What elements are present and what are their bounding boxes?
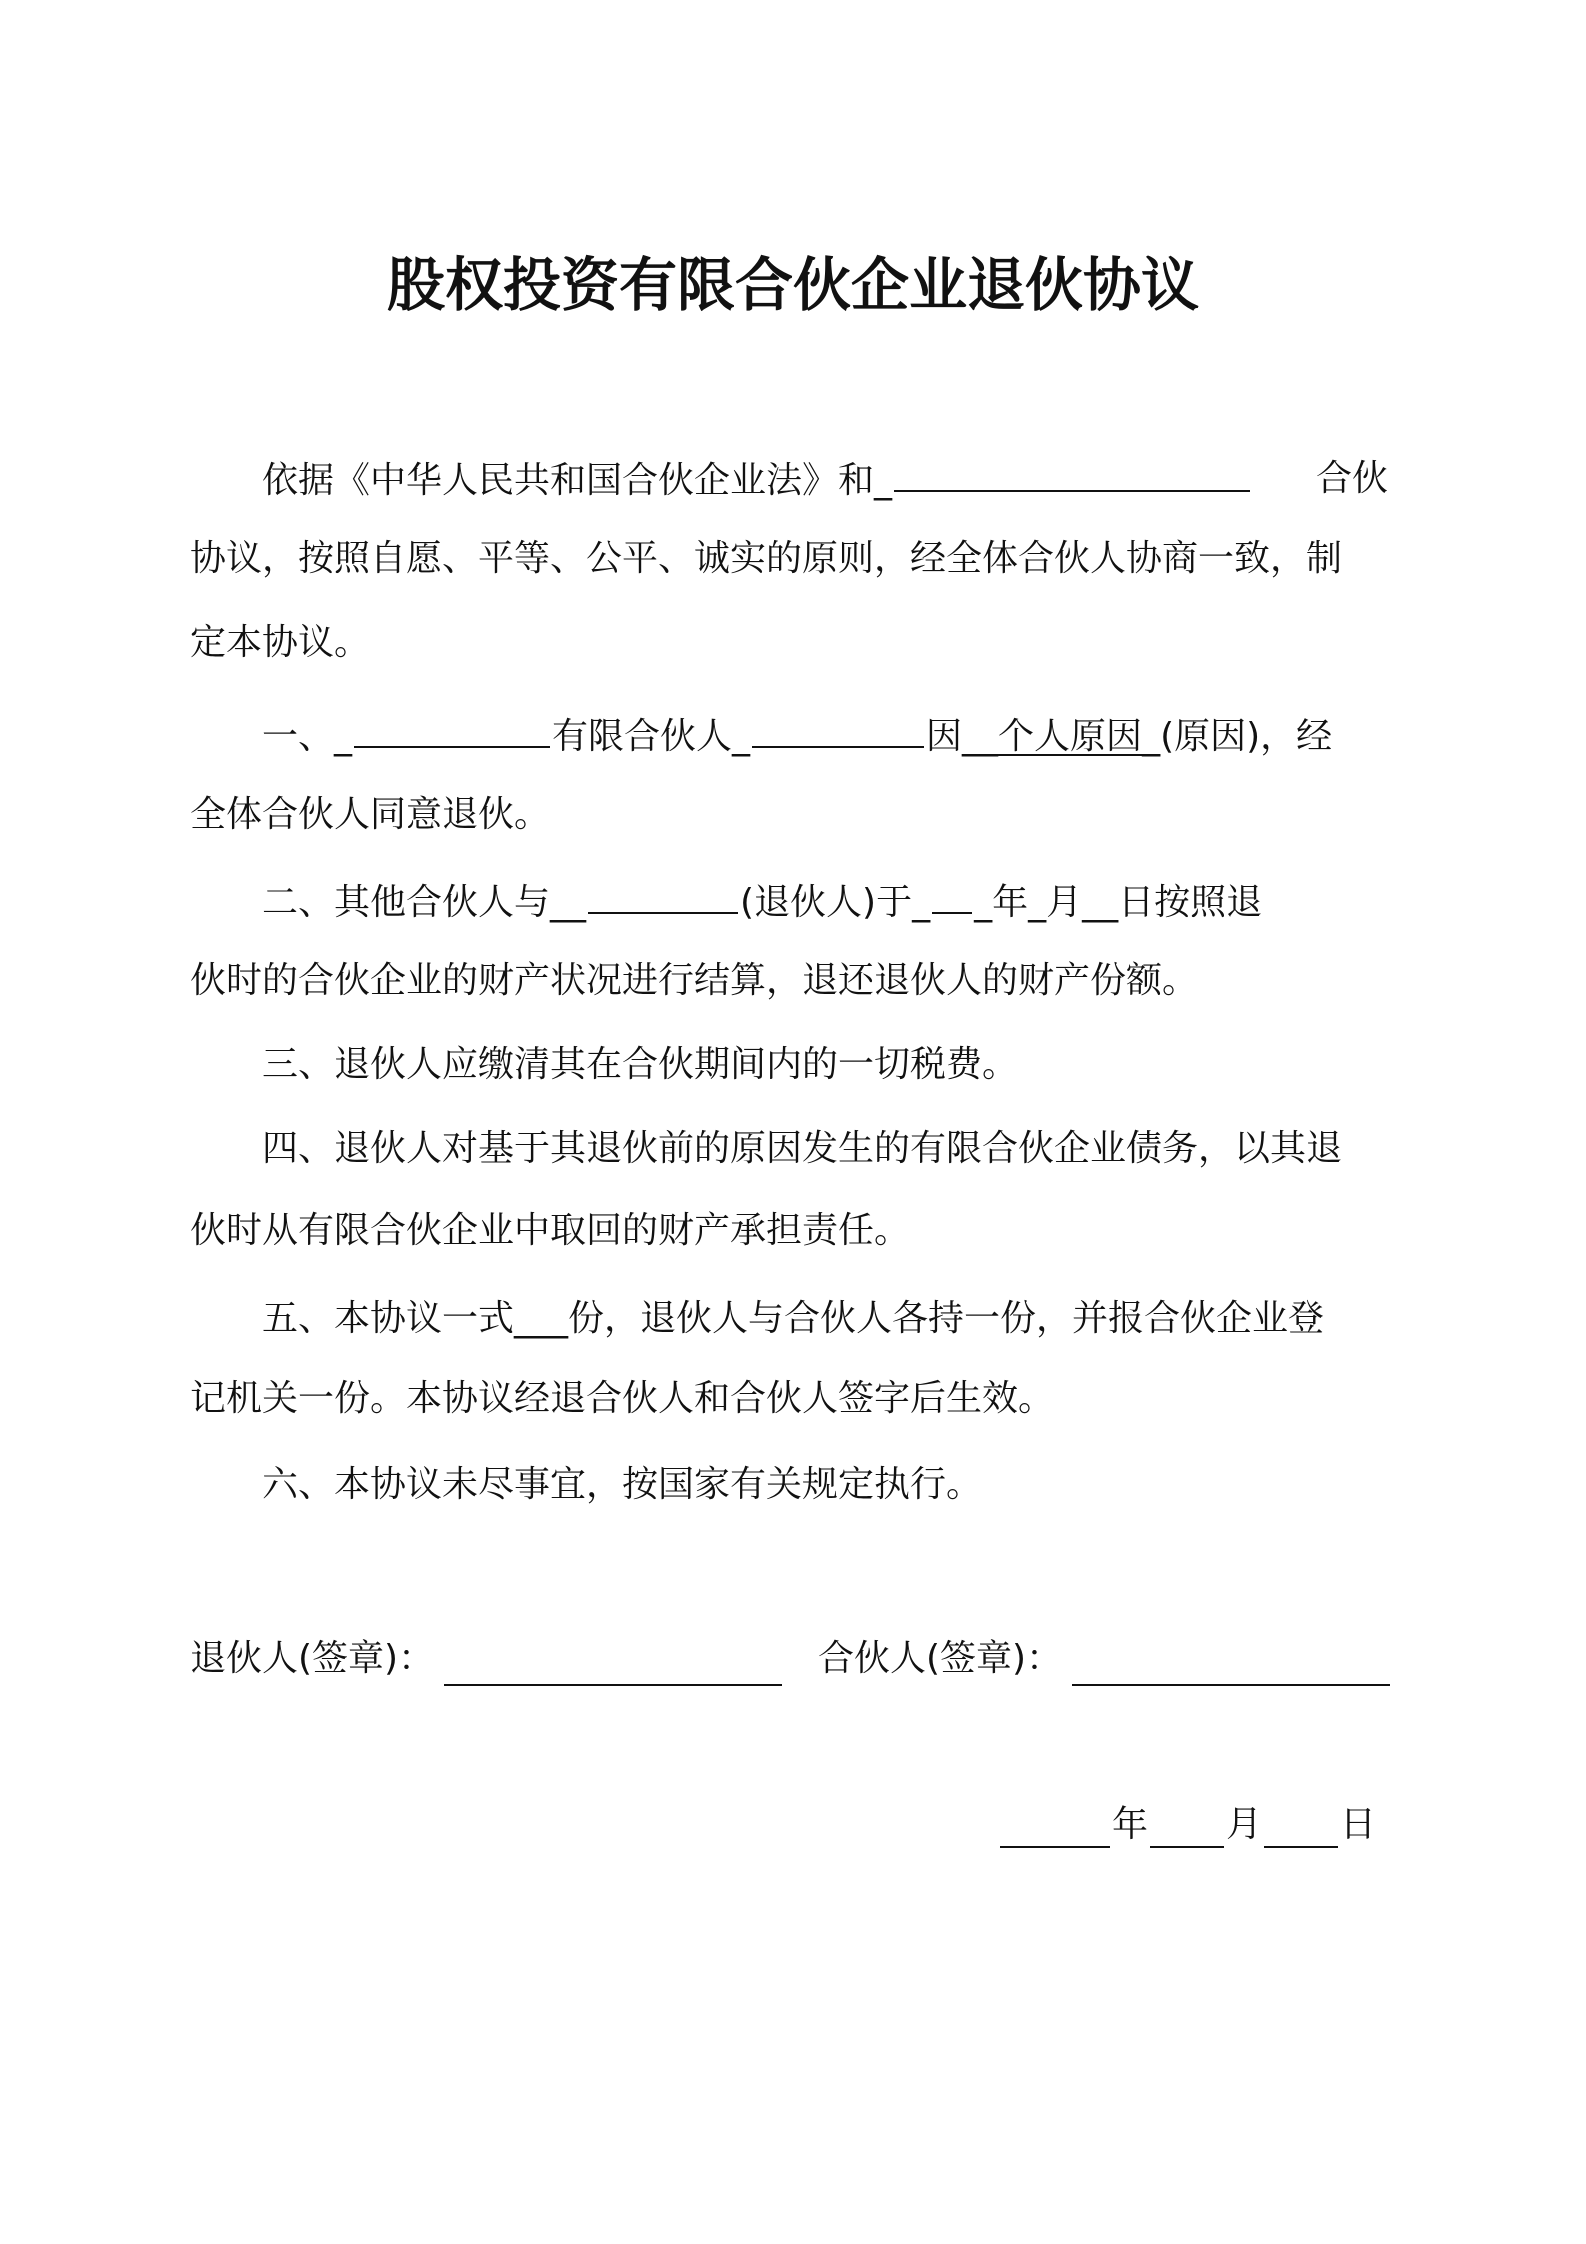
sign-day-label: 日 (1340, 1804, 1377, 1845)
clause-2-day-prefix: _ (1082, 882, 1101, 923)
clause-2-mid: (退伙人)于_ (740, 882, 931, 923)
clause-4-line-1: 四、退伙人对基于其退伙前的原因发生的有限合伙企业债务，以其退 (262, 1128, 1343, 1169)
sign-year-label: 年 (1112, 1804, 1149, 1845)
withdrawing-partner-signature-label: 退伙人(签章)： (190, 1638, 435, 1679)
agreement-name-blank[interactable] (894, 456, 1250, 492)
clause-1-mid1: 有限合伙人_ (552, 716, 751, 757)
clause-1-suffix: _(原因)，经 (1142, 716, 1333, 757)
clause-2-year: _年 (974, 882, 1029, 923)
clause-5-line-1 (262, 1296, 1324, 1342)
intro-line-1-suffix: 合伙 (1316, 458, 1389, 499)
clause-2-prefix: 二、其他合伙人与__ (262, 882, 587, 923)
clause-2-line-2: 伙时的合伙企业的财产状况进行结算，退还退伙人的财产份额。 (190, 960, 1199, 1001)
withdrawal-reason[interactable]: 个人原因 (998, 716, 1143, 757)
intro-line-2: 协议，按照自愿、平等、公平、诚实的原则，经全体合伙人协商一致，制 (190, 538, 1343, 579)
clause-5-suffix: 份，退伙人与合伙人各持一份，并报合伙企业登 (568, 1298, 1325, 1339)
withdrawing-partner-blank[interactable] (588, 878, 738, 914)
clause-5-prefix: 五、本协议一式_ (262, 1298, 533, 1339)
sign-month-label: 月 (1226, 1804, 1263, 1845)
clause-4-line-2: 伙时从有限合伙企业中取回的财产承担责任。 (190, 1210, 911, 1251)
document-title: 股权投资有限合伙企业退伙协议 (386, 251, 1199, 319)
clause-1-line-2: 全体合伙人同意退伙。 (190, 794, 551, 835)
intro-line-3: 定本协议。 (190, 622, 371, 663)
limited-partnership-name-blank[interactable] (354, 712, 550, 748)
clause-3: 三、退伙人应缴清其在合伙期间内的一切税费。 (262, 1044, 1019, 1085)
sign-year-blank[interactable] (1000, 1846, 1110, 1848)
clause-5-line-2: 记机关一份。本协议经退合伙人和合伙人签字后生效。 (190, 1378, 1055, 1419)
withdrawing-partner-signature-line[interactable] (444, 1684, 782, 1686)
clause-1-line-1 (262, 712, 1332, 760)
clause-2-line-1 (262, 878, 1262, 926)
sign-day-blank[interactable] (1264, 1846, 1338, 1848)
clause-1-mid2: 因__ (926, 716, 999, 757)
copies-count-blank[interactable]: __ (532, 1298, 569, 1339)
clause-1-prefix: 一、_ (262, 716, 353, 757)
limited-partner-name-blank[interactable] (752, 712, 924, 748)
partner-signature-line[interactable] (1072, 1684, 1390, 1686)
clause-6: 六、本协议未尽事宜，按国家有关规定执行。 (262, 1464, 983, 1505)
settlement-year-blank[interactable] (932, 878, 972, 914)
intro-line-1 (262, 456, 1252, 504)
sign-month-blank[interactable] (1150, 1846, 1224, 1848)
clause-2-day-suffix: _日按照退 (1100, 882, 1263, 923)
intro-line-1-prefix: 依据《中华人民共和国合伙企业法》和_ (262, 460, 893, 501)
clause-2-month-prefix: _ (1028, 882, 1047, 923)
clause-2-month: 月 (1046, 882, 1083, 923)
partner-signature-label: 合伙人(签章)： (818, 1638, 1063, 1679)
